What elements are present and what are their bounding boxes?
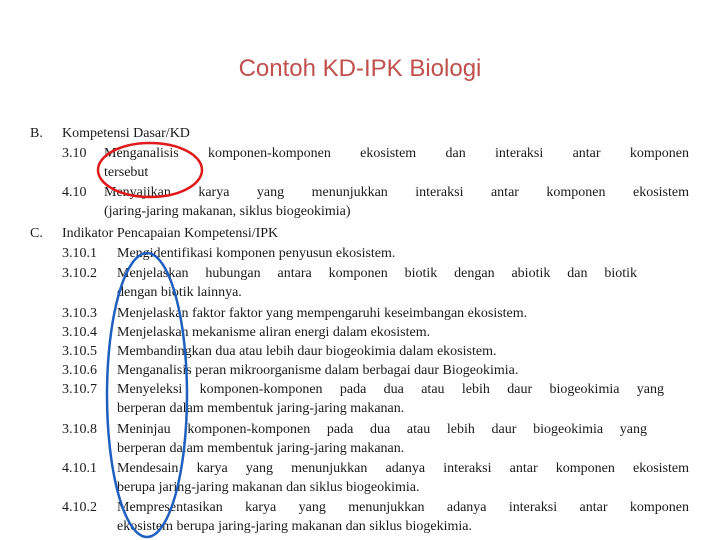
ipk-text: Menjelaskan hubungan antara komponen biotik dengan abiotik dan biotik — [117, 266, 637, 281]
document-body — [0, 120, 720, 534]
ipk-code: 3.10.5 — [62, 344, 97, 359]
kd-code: 3.10 — [62, 146, 87, 161]
ipk-code: 3.10.6 — [62, 363, 97, 378]
slide-title: Contoh KD-IPK Biologi — [238, 55, 482, 82]
ipk-text: Menjelaskan mekanisme aliran energi dalam ekosistem. — [117, 325, 431, 340]
ipk-text-cont: berupa jaring-jaring makanan dan siklus biogeokimia. — [117, 480, 420, 495]
ipk-text: Menjelaskan faktor faktor yang mempengaruhi keseimbangan ekosistem. — [117, 306, 528, 321]
ipk-code: 3.10.7 — [62, 382, 97, 397]
ipk-text: Menyeleksi komponen-komponen pada dua atau lebih daur biogeokimia yang — [117, 382, 664, 397]
ipk-code: 4.10.2 — [62, 500, 97, 515]
section-c-heading: Indikator Pencapaian Kompetensi/IPK — [62, 226, 279, 241]
section-b-marker: B. — [30, 126, 43, 141]
section-b-heading: Kompetensi Dasar/KD — [62, 126, 190, 141]
ipk-text: Mendesain karya yang menunjukkan adanya interaksi antar komponen ekosistem — [117, 461, 689, 476]
ipk-text-cont: ekosistem berupa jaring-jaring makanan dan siklus biogekimia. — [117, 519, 472, 534]
kd-text: Menyajikan karya yang menunjukkan interaksi antar komponen ekosistem — [104, 185, 689, 200]
kd-text-cont: tersebut — [104, 165, 149, 180]
section-c-marker: C. — [30, 226, 43, 241]
ipk-text: Meninjau komponen-komponen pada dua atau lebih daur biogeokimia yang — [117, 422, 647, 437]
kd-text-cont: (jaring-jaring makanan, siklus biogeokimia) — [104, 204, 351, 219]
ipk-text: Mempresentasikan karya yang menunjukkan adanya interaksi antar komponen — [117, 500, 689, 515]
ipk-code: 3.10.8 — [62, 422, 97, 437]
ipk-text: Menganalisis peran mikroorganisme dalam berbagai daur Biogeokimia. — [117, 363, 519, 378]
ipk-text: Membandingkan dua atau lebih daur biogeokimia dalam ekosistem. — [117, 344, 497, 359]
ipk-text-cont: berperan dalam membentuk jaring-jaring makanan. — [117, 401, 405, 416]
ipk-text: Mengidentifikasi komponen penyusun ekosistem. — [117, 246, 396, 261]
kd-code: 4.10 — [62, 185, 87, 200]
ipk-code: 3.10.1 — [62, 246, 97, 261]
kd-text: Menganalisis komponen-komponen ekosistem dan interaksi antar komponen — [104, 146, 689, 161]
ipk-code: 4.10.1 — [62, 461, 97, 476]
ipk-code: 3.10.4 — [62, 325, 97, 340]
ipk-text-cont: dengan biotik lainnya. — [117, 285, 242, 300]
ipk-text-cont: berperan dalam membentuk jaring-jaring makanan. — [117, 441, 405, 456]
ipk-code: 3.10.2 — [62, 266, 97, 281]
ipk-code: 3.10.3 — [62, 306, 97, 321]
